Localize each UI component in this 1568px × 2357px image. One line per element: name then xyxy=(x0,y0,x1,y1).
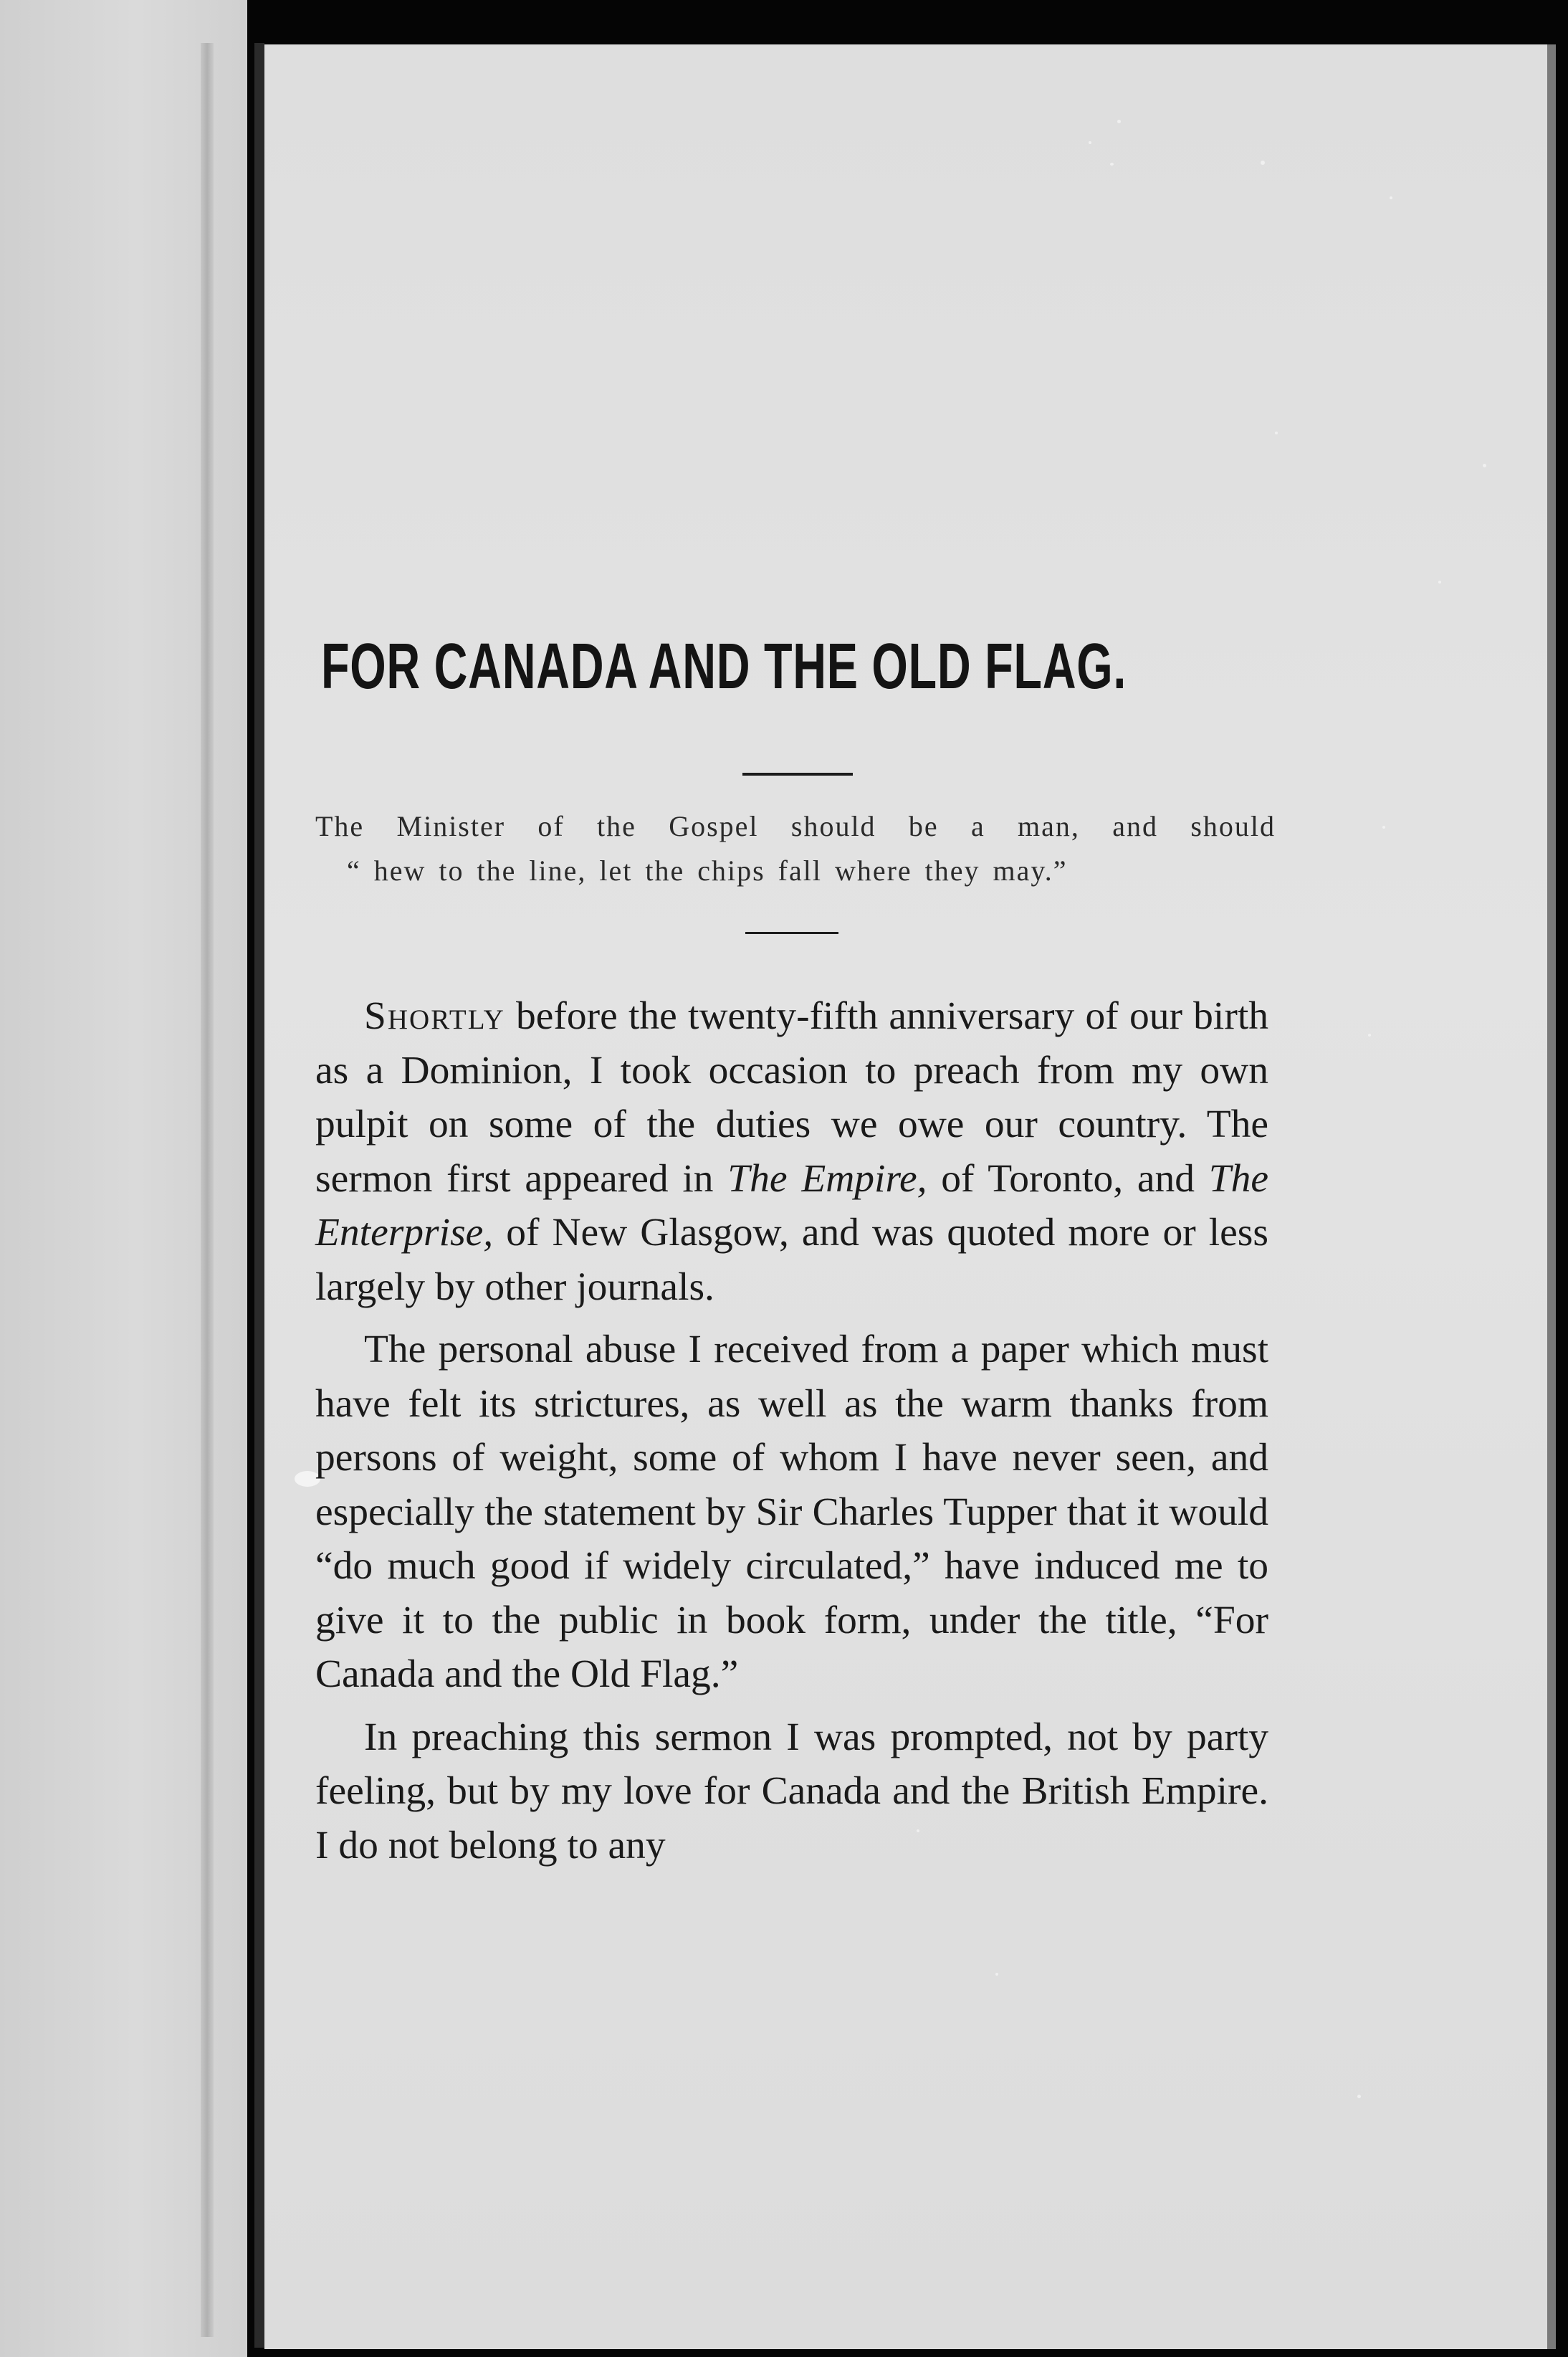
paragraph: In preaching this sermon I was prompted, not by party feeling, but by my love for Canada and the British Empire. I do not belong to any xyxy=(315,1715,1268,1867)
paragraph: The personal abuse I received from a paper which must have felt its strictures, as well as the warm thanks from persons of weight, some of whom I have never seen, and especially the statement by Sir Charles Tupper that it would “do much good if widely circulated,” have induced me to give it to the public in book form, under the title, “For Canada and the Old Flag.” xyxy=(315,1328,1268,1696)
paragraph xyxy=(315,989,1268,1314)
paper-speck xyxy=(1275,432,1278,434)
publication-title: The Enterprise, xyxy=(315,1156,1268,1254)
paper-speck xyxy=(1110,163,1114,166)
paper-speck xyxy=(1261,161,1265,165)
epigraph-line-2: “ hew to the line, let the chips fall where they may.” xyxy=(347,854,1068,887)
epigraph xyxy=(315,804,1276,893)
page-title: FOR CANADA AND THE OLD FLAG. xyxy=(321,631,1127,703)
paper-speck xyxy=(1089,141,1091,144)
body-text xyxy=(315,989,1268,1881)
page-right-edge xyxy=(1547,44,1556,2349)
paragraph-text: before the twenty-fifth anniversary of our birth as a Dominion, I took occasion to preach from my own pulpit on some of the duties we owe our country. The sermon first appeared in xyxy=(315,994,1268,1201)
paper-speck xyxy=(1357,2095,1361,2098)
epigraph-line-1: The Minister of the Gospel should be a man, and should xyxy=(315,810,1276,842)
paper-speck xyxy=(1117,120,1121,123)
paragraph-text: of Toronto, and xyxy=(927,1156,1209,1201)
paper-speck xyxy=(995,1973,998,1976)
paper-speck xyxy=(1483,464,1486,467)
paragraph-text: of New Glasgow, and was quoted more or less largely by other journals. xyxy=(315,1211,1268,1309)
paper-speck xyxy=(1382,826,1385,829)
title-rule-top xyxy=(742,773,853,776)
publication-title: The Empire, xyxy=(727,1156,927,1201)
book-spine xyxy=(254,43,264,2348)
paragraph-lead-word: Shortly xyxy=(364,994,505,1038)
page-fold-shadow xyxy=(201,43,214,2337)
paper-speck xyxy=(1368,1034,1371,1037)
title-rule-bottom xyxy=(745,932,838,934)
paper-speck xyxy=(1390,196,1392,199)
paper-speck xyxy=(1438,581,1441,584)
